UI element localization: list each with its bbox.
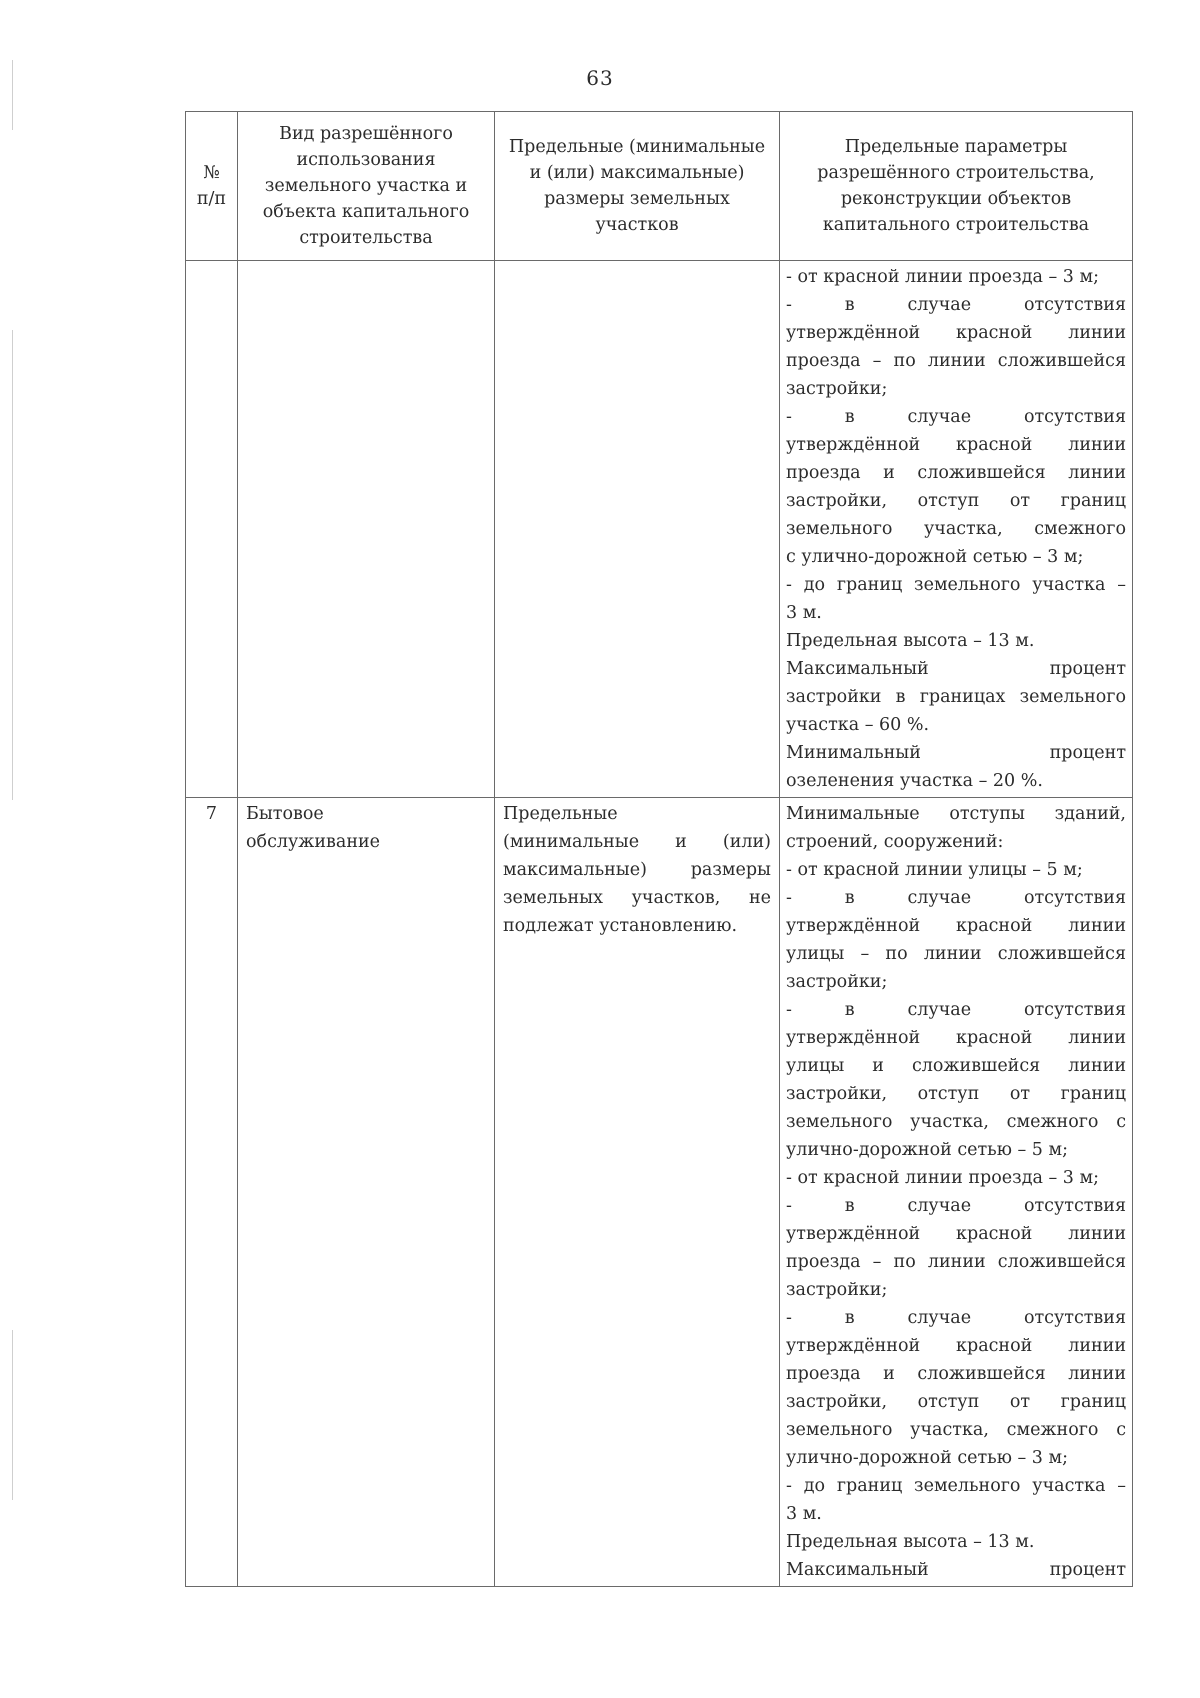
text-line: - в случае отсутствия: [786, 888, 1126, 908]
text-line: - в случае отсутствия: [786, 1196, 1126, 1216]
text-line: земельных участков, не: [503, 888, 771, 908]
text-line: Максимальный процент: [786, 659, 1126, 679]
text-line: земельного участка, смежного с: [786, 1112, 1126, 1132]
text-line: участка – 60 %.: [786, 715, 930, 735]
text-line: утверждённой красной линии: [786, 435, 1126, 455]
text-line: проезда – по линии сложившейся: [786, 351, 1126, 371]
text-line: улично-дорожной сетью – 5 м;: [786, 1140, 1069, 1160]
scan-edge-bottom: [12, 1330, 13, 1500]
text-line: - от красной линии проезда – 3 м;: [786, 267, 1099, 287]
text-line: - от красной линии проезда – 3 м;: [786, 1168, 1099, 1188]
text-line: - от красной линии улицы – 5 м;: [786, 860, 1083, 880]
row-params-cell: [780, 798, 1133, 1587]
text-line: земельного участка, смежного: [786, 519, 1126, 539]
text-line: проезда и сложившейся линии: [786, 1364, 1126, 1384]
text-line: утверждённой красной линии: [786, 1336, 1126, 1356]
header-num: № п/п: [186, 112, 238, 261]
text-line: Минимальный процент: [786, 743, 1126, 763]
text-line: утверждённой красной линии: [786, 916, 1126, 936]
text-line: Предельные: [503, 804, 618, 824]
text-line: - до границ земельного участка –: [786, 575, 1126, 595]
text-line: застройки, отступ от границ: [786, 1392, 1126, 1412]
text-line: утверждённой красной линии: [786, 1224, 1126, 1244]
text-line: Максимальный процент: [786, 1560, 1126, 1580]
header-build-params: Предельные параметры разрешённого строительства, реконструкции объектов капитального строительства: [780, 112, 1133, 261]
row-size-cell: [495, 798, 780, 1587]
row-params-cell: [780, 261, 1133, 798]
text-line: - в случае отсутствия: [786, 407, 1126, 427]
text-line: озеленения участка – 20 %.: [786, 771, 1043, 791]
text-line: максимальные) размеры: [503, 860, 771, 880]
text-line: проезда – по линии сложившейся: [786, 1252, 1126, 1272]
text-line: 3 м.: [786, 603, 822, 623]
text-line: застройки, отступ от границ: [786, 491, 1126, 511]
text-line: - в случае отсутствия: [786, 295, 1126, 315]
table-row: [186, 798, 1133, 1587]
text-line: утверждённой красной линии: [786, 1028, 1126, 1048]
header-plot-size: Предельные (минимальные и (или) максимальные) размеры земельных участков: [495, 112, 780, 261]
params-text: [786, 263, 1126, 795]
text-line: обслуживание: [246, 832, 381, 852]
page-number: 63: [586, 66, 614, 90]
scan-edge-middle: [12, 330, 13, 800]
text-line: Бытовое: [246, 804, 324, 824]
row-num-cell: [186, 261, 238, 798]
text-line: застройки;: [786, 972, 888, 992]
text-line: улицы и сложившейся линии: [786, 1056, 1126, 1076]
row-type-cell: [238, 798, 495, 1587]
text-line: застройки в границах земельного: [786, 687, 1126, 707]
params-text: [786, 800, 1126, 1584]
text-line: улично-дорожной сетью – 3 м;: [786, 1448, 1069, 1468]
text-line: застройки;: [786, 379, 888, 399]
text-line: - в случае отсутствия: [786, 1308, 1126, 1328]
text-line: - в случае отсутствия: [786, 1000, 1126, 1020]
text-line: проезда и сложившейся линии: [786, 463, 1126, 483]
header-use-type: Вид разрешённого использования земельного участка и объекта капитального строительства: [238, 112, 495, 261]
text-line: Предельная высота – 13 м.: [786, 1532, 1035, 1552]
table-header-row: [186, 112, 1133, 261]
row-num-cell: 7: [186, 798, 238, 1587]
text-line: земельного участка, смежного с: [786, 1420, 1126, 1440]
text-line: Предельная высота – 13 м.: [786, 631, 1035, 651]
row-size-cell: [495, 261, 780, 798]
text-line: улицы – по линии сложившейся: [786, 944, 1126, 964]
table-row: [186, 261, 1133, 798]
text-line: (минимальные и (или): [503, 832, 771, 852]
text-line: с улично-дорожной сетью – 3 м;: [786, 547, 1084, 567]
text-line: 3 м.: [786, 1504, 822, 1524]
text-line: Минимальные отступы зданий,: [786, 804, 1126, 824]
regulations-table: [185, 111, 1133, 1587]
text-line: застройки, отступ от границ: [786, 1084, 1126, 1104]
text-line: утверждённой красной линии: [786, 323, 1126, 343]
text-line: строений, сооружений:: [786, 832, 1004, 852]
text-line: подлежат установлению.: [503, 916, 738, 936]
text-line: - до границ земельного участка –: [786, 1476, 1126, 1496]
text-line: застройки;: [786, 1280, 888, 1300]
row-type-cell: [238, 261, 495, 798]
